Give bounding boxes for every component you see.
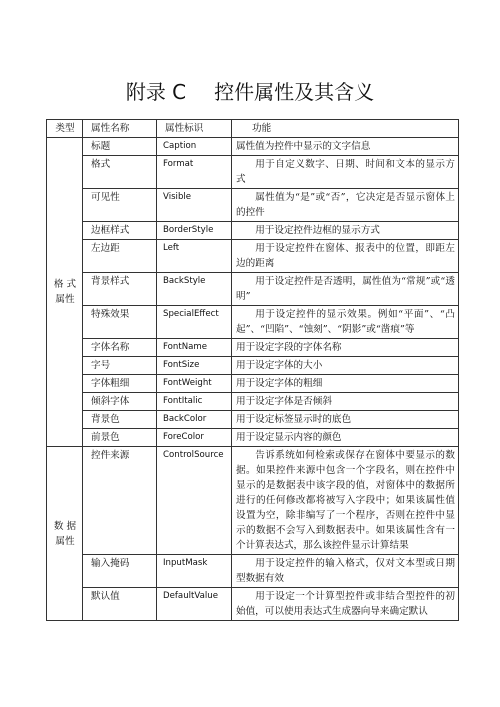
row-name: 可见性 — [83, 189, 157, 222]
row-name: 默认值 — [83, 588, 157, 621]
row-desc: 属性值为“是”或“否”，它决定是否显示窗体上的控件 — [232, 189, 459, 222]
row-desc: 用于设定字体是否倾斜 — [232, 393, 459, 411]
table-row — [47, 357, 459, 375]
row-ident: Visible — [157, 189, 232, 222]
row-name: 标题 — [83, 138, 157, 156]
row-name: 倾斜字体 — [83, 393, 157, 411]
page-title — [0, 76, 500, 105]
row-desc: 属性值为控件中显示的文字信息 — [232, 138, 459, 156]
category-data: 数 据 属性 — [47, 447, 83, 621]
table-header-row — [47, 120, 459, 138]
table-row — [47, 447, 459, 555]
row-ident: DefaultValue — [157, 588, 232, 621]
row-desc: 用于设定字体的粗细 — [232, 375, 459, 393]
row-ident: FontSize — [157, 357, 232, 375]
table-row — [47, 393, 459, 411]
row-ident: BackColor — [157, 411, 232, 429]
row-ident: Left — [157, 240, 232, 273]
table-row — [47, 375, 459, 393]
header-name: 属性名称 — [83, 120, 157, 138]
row-name: 边框样式 — [83, 222, 157, 240]
row-desc: 告诉系统如何检索或保存在窗体中要显示的数据。如果控件来源中包含一个字段名，则在控件中显示的是数据表中该字段的值，对窗体中的数据所进行的任何修改都将被写入字段中；如果该属性值设置为空，除非编写了一个程序，否则在控件中显示的数据不会写入到数据表中。如果该属性含有一个计算表达式，那么该控件显示计算结果 — [232, 447, 459, 555]
header-function: 功能 — [232, 120, 459, 138]
appendix-label: 附录 C — [125, 80, 187, 104]
row-ident: Format — [157, 156, 232, 189]
row-name: 背景色 — [83, 411, 157, 429]
row-desc: 用于设定字体的大小 — [232, 357, 459, 375]
row-desc: 用于设定标签显示时的底色 — [232, 411, 459, 429]
table-row — [47, 555, 459, 588]
table-row — [47, 138, 459, 156]
row-desc: 用于自定义数字、日期、时间和文本的显示方式 — [232, 156, 459, 189]
row-name: 字体粗细 — [83, 375, 157, 393]
row-desc: 用于设定显示内容的颜色 — [232, 429, 459, 447]
row-name: 字号 — [83, 357, 157, 375]
header-ident: 属性标识 — [157, 120, 232, 138]
row-ident: BorderStyle — [157, 222, 232, 240]
row-desc: 用于设定控件是否透明，属性值为“常规”或“透明” — [232, 273, 459, 306]
row-name: 左边距 — [83, 240, 157, 273]
row-ident: InputMask — [157, 555, 232, 588]
row-name: 输入掩码 — [83, 555, 157, 588]
table-row — [47, 588, 459, 621]
row-name: 特殊效果 — [83, 306, 157, 339]
row-desc: 用于设定字段的字体名称 — [232, 339, 459, 357]
row-desc: 用于设定控件的输入格式，仅对文本型或日期型数据有效 — [232, 555, 459, 588]
row-ident: ControlSource — [157, 447, 232, 555]
row-desc: 用于设定控件的显示效果。例如“平面”、“凸起”、“凹陷”、“蚀刻”、“阴影”或“凿痕”等 — [232, 306, 459, 339]
table-row — [47, 429, 459, 447]
title-text: 控件属性及其含义 — [214, 80, 375, 104]
row-name: 前景色 — [83, 429, 157, 447]
table-row — [47, 156, 459, 189]
row-desc: 用于设定控件边框的显示方式 — [232, 222, 459, 240]
row-ident: FontName — [157, 339, 232, 357]
table-row — [47, 339, 459, 357]
row-desc: 用于设定一个计算型控件或非结合型控件的初始值，可以使用表达式生成器向导来确定默认 — [232, 588, 459, 621]
table-row — [47, 306, 459, 339]
row-name: 控件来源 — [83, 447, 157, 555]
table-row — [47, 411, 459, 429]
row-name: 字体名称 — [83, 339, 157, 357]
table-row — [47, 240, 459, 273]
category-format: 格 式 属性 — [47, 138, 83, 447]
row-ident: FontWeight — [157, 375, 232, 393]
row-name: 格式 — [83, 156, 157, 189]
row-ident: BackStyle — [157, 273, 232, 306]
row-desc: 用于设定控件在窗体、报表中的位置，即距左边的距离 — [232, 240, 459, 273]
row-name: 背景样式 — [83, 273, 157, 306]
row-ident: FontItalic — [157, 393, 232, 411]
table-row — [47, 222, 459, 240]
table-row — [47, 273, 459, 306]
row-ident: Caption — [157, 138, 232, 156]
properties-table — [46, 119, 459, 621]
row-ident: ForeColor — [157, 429, 232, 447]
row-ident: SpecialEffect — [157, 306, 232, 339]
table-row — [47, 189, 459, 222]
header-category: 类型 — [47, 120, 83, 138]
